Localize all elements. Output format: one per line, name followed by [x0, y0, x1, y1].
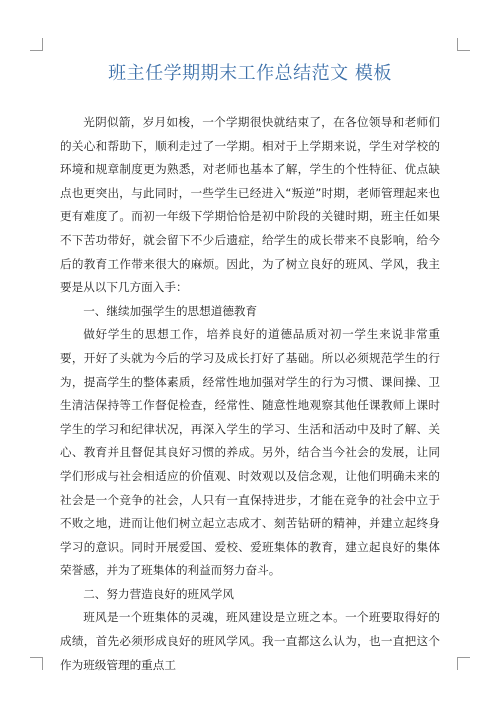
crop-mark-top-right — [457, 38, 470, 51]
paragraph-intro: 光阴似箭，岁月如梭，一个学期很快就结束了，在各位领导和老师们的关心和帮助下，顺利走过了一学期。相对于上学期来说，学生对学校的环境和规章制度更为熟悉，对老师也基本了解，学生的个性特征、优点缺点也更突出，与此同时，一些学生已经进入“叛逆”时期，老师管理起来也更有难度了。而初一年级下学期恰恰是初中阶段的关键时期，班主任如果不下苦功带好，就会留下不少后遗症，给学生的成长带来不良影响，给今后的教育工作带来很大的麻烦。因此，为了树立良好的班风、学风，我主要是从以下几方面入手： — [60, 115, 440, 295]
crop-mark-bottom-right — [457, 657, 470, 670]
document-body — [60, 111, 440, 677]
paragraph-section-1: 做好学生的思想工作，培养良好的道德品质对初一学生来说非常重要，开好了头就为今后的学习及成长打好了基础。所以必须规范学生的行为，提高学生的整体素质，经常性地加强对学生的行为习惯、课间操、卫生清洁保持等工作督促检查，经常性、随意性地观察其他任课教师上课时学生的学习和纪律状况，再深入学生的学习、生活和活动中及时了解、关心、教育并且督促其良好习惯的养成。另外，结合当今社会的发展，让同学们形成与社会相适应的价值观、时效观以及信念观，让他们明确未来的社会是一个竞争的社会，人只有一直保持进步，才能在竞争的社会中立于不败之地，进而让他们树立起立志成才、刻苦钻研的精神，并建立起终身学习的意识。同时开展爱国、爱校、爱班集体的教育，建立起良好的集体荣誉感，并为了班集体的利益而努力奋斗。 — [60, 327, 440, 578]
crop-mark-top-left — [30, 38, 43, 51]
section-heading-1: 一、继续加强学生的思想道德教育 — [83, 303, 258, 318]
crop-mark-bottom-left — [30, 657, 43, 670]
paragraph-section-2: 班风是一个班集体的灵魂，班风建设是立班之本。一个班要取得好的成绩，首先必须形成良好的班风学风。我一直都这么认为，也一直把这个作为班级管理的重点工 — [60, 610, 440, 672]
document-title: 班主任学期期末工作总结范文 模板 — [108, 63, 392, 84]
section-heading-2: 二、努力营造良好的班风学风 — [83, 586, 234, 601]
